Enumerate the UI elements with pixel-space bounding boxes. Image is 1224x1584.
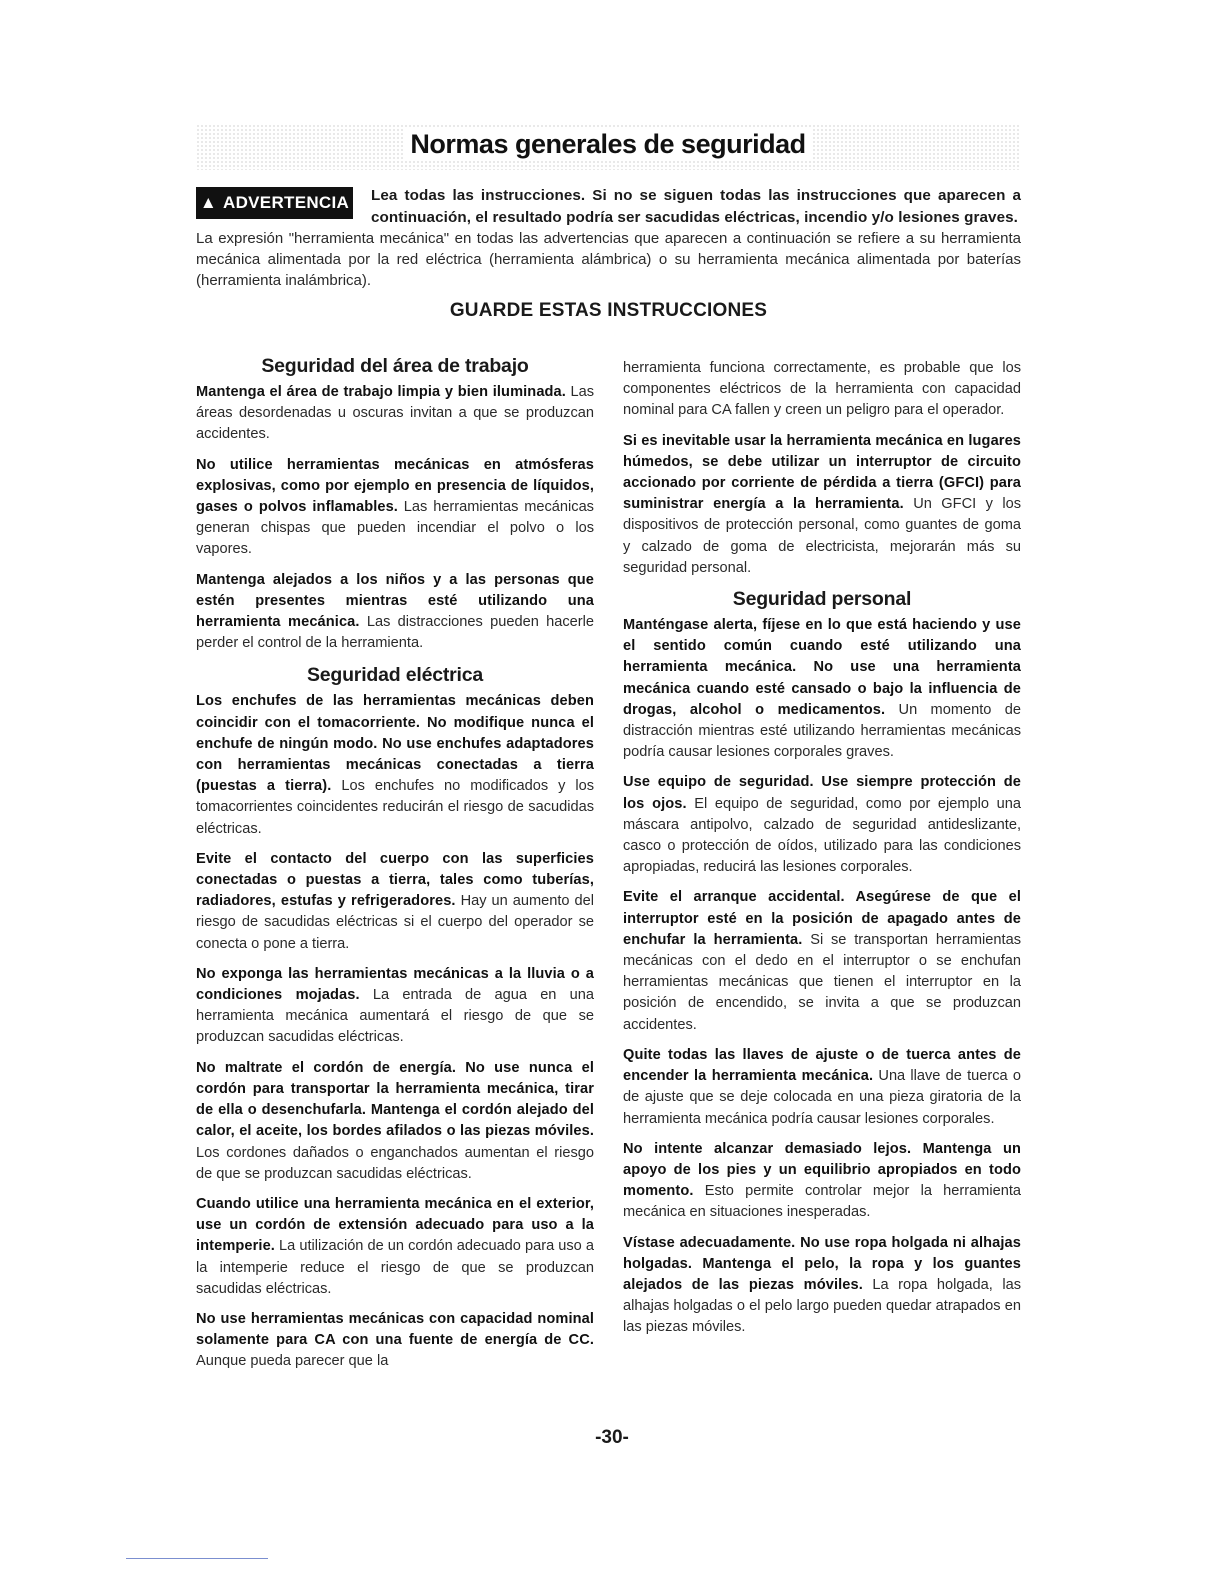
personal-para: Quite todas las llaves de ajuste o de tuerca antes de encender la herramienta mecánica. Una llave de tuerca o de ajuste que se deje colocada en una pieza giratoria de la herramienta mecánica podría causar lesiones corporales.	[623, 1046, 1021, 1127]
personal-heading: Seguridad personal	[732, 588, 912, 611]
gfci-para: Si es inevitable usar la herramienta mecánica en lugares húmedos, se debe utilizar un interruptor de circuito accionado por corriente de pérdida a tierra (GFCI) para suministrar energía a la herramienta. Un GFCI y los dispositivos de protección personal, como guantes de goma y calzado de goma de electricista, mejorarán más su seguridad personal.	[623, 432, 1022, 576]
footer-rule	[126, 1558, 268, 1559]
work-area-para: No utilice herramientas mecánicas en atmósferas explosivas, como por ejemplo en presencia de líquidos, gases o polvos inflamables. Las herramientas mecánicas generan chispas que pueden incendiar el polvo o los vapores.	[196, 456, 594, 558]
personal-para: Vístase adecuadamente. No use ropa holgada ni alhajas holgadas. Mantenga el pelo, la ropa y los guantes alejados de las piezas móviles. La ropa holgada, las alhajas holgadas o el pelo largo pueden quedar atrapados en las piezas móviles.	[623, 1234, 1021, 1336]
electrical-para: No maltrate el cordón de energía. No use nunca el cordón para transportar la herramienta mecánica, tirar de ella o desenchufarla. Mantenga el cordón alejado del calor, el aceite, los bordes afilados o las piezas móviles. Los cordones dañados o enganchados aumentan el riesgo de que se produzcan sacudidas eléctricas.	[196, 1059, 594, 1182]
personal-para: Use equipo de seguridad. Use siempre protección de los ojos. El equipo de seguridad, como por ejemplo una máscara antipolvo, calzado de seguridad antideslizante, casco o protección de oídos, utilizado para las condiciones apropiadas, reducirá las lesiones corporales.	[623, 774, 1021, 876]
personal-para: Evite el arranque accidental. Asegúrese de que el interruptor esté en la posición de apagado antes de enchufar la herramienta. Si se transportan herramientas mecánicas con el dedo en el interruptor o se enchufan herramientas mecánicas que tienen el interruptor en la posición de encendido, se invita a que se produzcan accidentes.	[623, 889, 1021, 1033]
personal-para: Manténgase alerta, fíjese en lo que está haciendo y use el sentido común cuando esté utilizando una herramienta mecánica. No use una herramienta mecánica cuando esté cansado o bajo la influencia de drogas, alcohol o medicamentos. Un momento de distracción mientras esté utilizando herramientas mecánicas podría causar lesiones corporales graves.	[623, 617, 1021, 761]
electrical-para: Los enchufes de las herramientas mecánicas deben coincidir con el tomacorriente. No modifique nunca el enchufe de ningún modo. No use enchufes adaptadores con herramientas mecánicas conectadas a tierra (puestas a tierra). Los enchufes no modificados y los tomacorrientes coincidentes reducirán el riesgo de sacudidas eléctricas.	[196, 693, 594, 837]
electrical-para: Evite el contacto del cuerpo con las superficies conectadas o puestas a tierra, tales como tuberías, radiadores, estufas y refrigeradores. Hay un aumento del riesgo de sacudidas eléctricas si el cuerpo del operador se conecta o pone a tierra.	[196, 850, 594, 952]
warning-badge-label: ADVERTENCIA	[223, 193, 350, 212]
work-area-heading: Seguridad del área de trabajo	[261, 355, 529, 377]
warning-triangle-icon: ▲	[199, 193, 218, 212]
save-instructions-heading: GUARDE ESTAS INSTRUCCIONES	[449, 300, 768, 321]
electrical-para: No exponga las herramientas mecánicas a la lluvia o a condiciones mojadas. La entrada de agua en una herramienta mecánica aumentará el riesgo de que se produzcan sacudidas eléctricas.	[196, 965, 594, 1046]
continuation-para: herramienta funciona correctamente, es probable que los componentes eléctricos de la herramienta con capacidad nominal para CA fallen y creen un peligro para el operador.	[623, 360, 1021, 419]
page-title: Normas generales de seguridad	[404, 129, 811, 159]
warning-text: Lea todas las instrucciones. Si no se siguen todas las instrucciones que aparecen a continuación, el resultado podría ser sacudidas eléctricas, incendio y/o lesiones graves.	[371, 187, 1021, 226]
page-number: -30-	[595, 1427, 629, 1448]
work-area-para: Mantenga alejados a los niños y a las personas que estén presentes mientras esté utilizando una herramienta mecánica. Las distracciones pueden hacerle perder el control de la herramienta.	[196, 571, 594, 652]
right-column	[623, 358, 1021, 1348]
work-area-para: Mantenga el área de trabajo limpia y bien iluminada. Las áreas desordenadas u oscuras invitan a que se produzcan accidentes.	[196, 384, 594, 443]
intro-paragraph: La expresión "herramienta mecánica" en todas las advertencias que aparecen a continuación se refiere a su herramienta mecánica alimentada por la red eléctrica (herramienta alámbrica) o su herramienta mecánica alimentada por baterías (herramienta inalámbrica).	[196, 230, 1021, 289]
personal-para: No intente alcanzar demasiado lejos. Mantenga un apoyo de los pies y un equilibrio apropiados en todo momento. Esto permite controlar mejor la herramienta mecánica en situaciones inesperadas.	[623, 1140, 1021, 1221]
electrical-para: Cuando utilice una herramienta mecánica en el exterior, use un cordón de extensión adecuado para uso a la intemperie. La utilización de un cordón adecuado para uso a la intemperie reduce el riesgo de que se produzcan sacudidas eléctricas.	[196, 1195, 594, 1297]
title-banner	[196, 124, 1020, 170]
electrical-heading: Seguridad eléctrica	[306, 664, 484, 687]
electrical-para: No use herramientas mecánicas con capacidad nominal solamente para CA con una fuente de energía de CC. Aunque pueda parecer que la	[196, 1310, 594, 1370]
warning-badge	[196, 187, 353, 219]
left-column	[196, 355, 594, 1382]
